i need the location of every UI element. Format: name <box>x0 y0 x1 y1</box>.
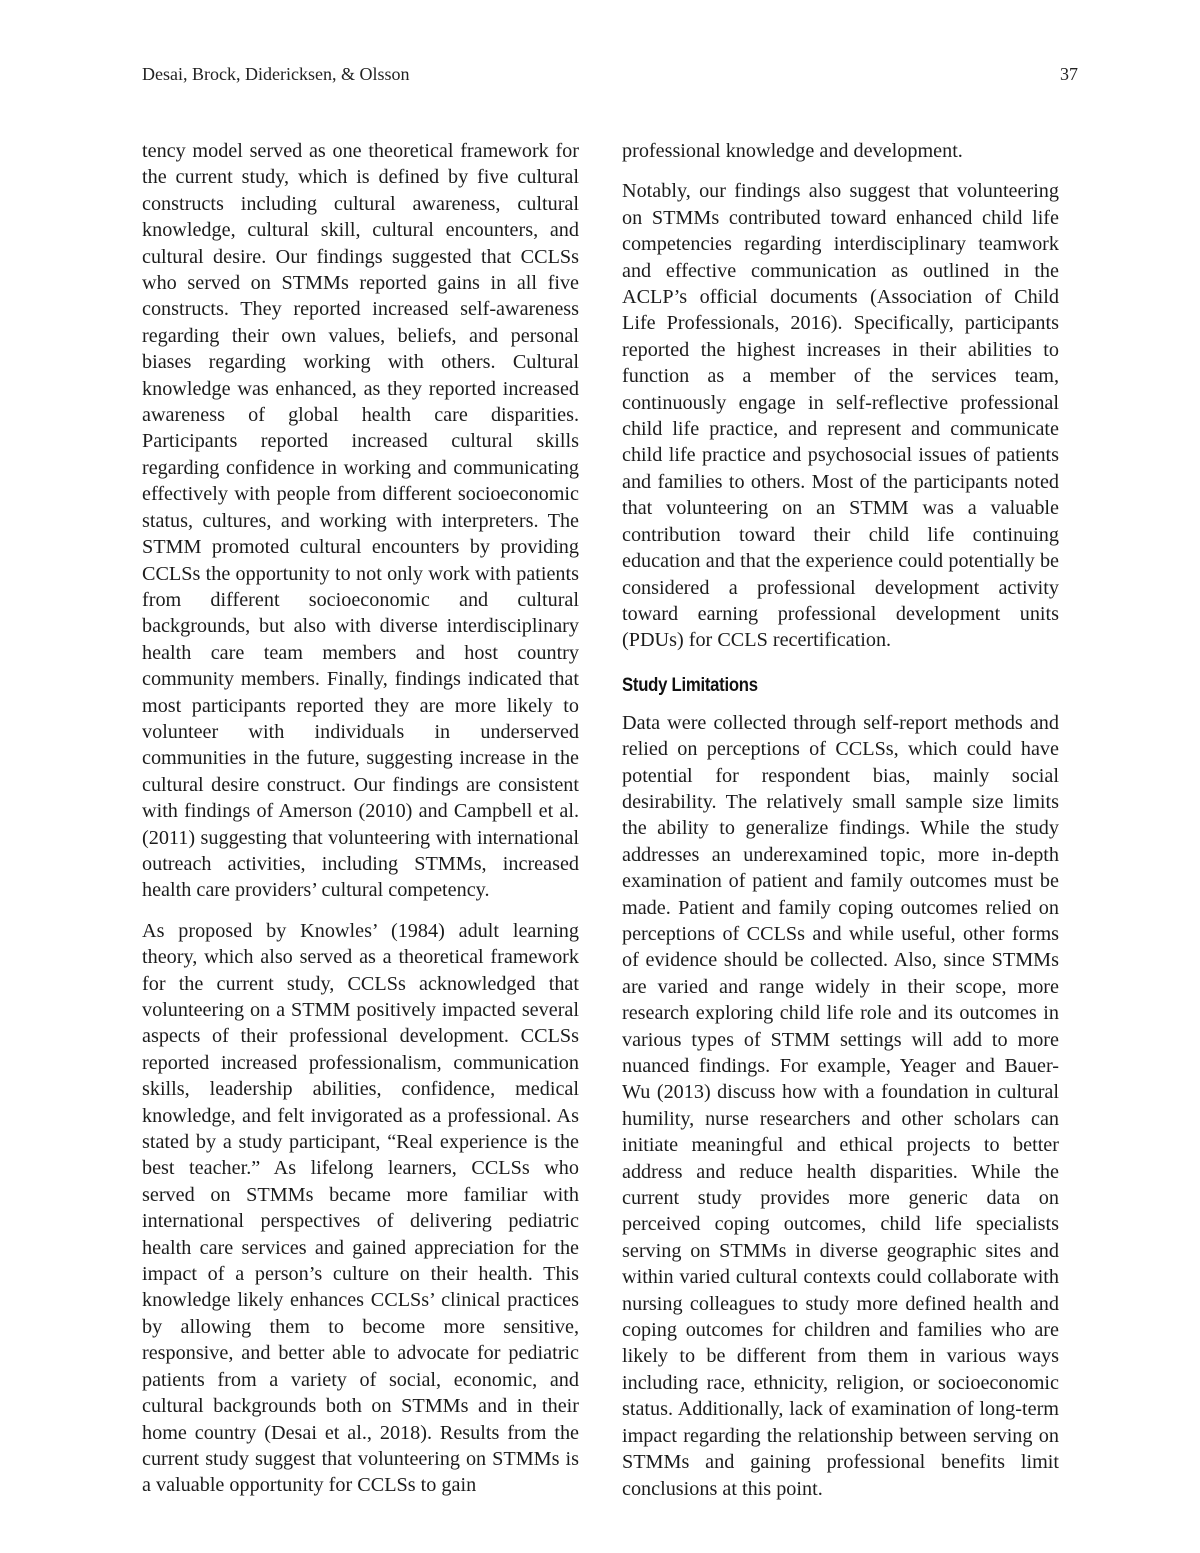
body-paragraph: As proposed by Knowles’ (1984) adult learning theory, which also served as a theoretical framework for the current study, CCLSs acknowledged that volunteering on a STMM positively impacted several aspects of their professional development. CCLSs reported increased professionalism, communication skills, leadership abilities, confidence, medical knowledge, and felt invigorated as a professional. As stated by a study participant, “Real experience is the best teacher.” As lifelong learners, CCLSs who served on STMMs became more familiar with international perspectives of delivering pediatric health care services and gained appreciation for the impact of a person’s culture on their health. This knowledge likely enhances CCLSs’ clinical practices by allowing them to become more sensitive, responsive, and better able to advocate for pediatric patients from a variety of social, economic, and cultural backgrounds both on STMMs and in their home country (Desai et al., 2018). Results from the current study suggest that volunteering on STMMs is a valuable opportunity for CCLSs to gain <box>142 919 579 1497</box>
section-heading: Study Limitations <box>622 674 758 696</box>
body-paragraph: Notably, our findings also suggest that volunteering on STMMs contributed toward enhanced child life competencies regarding interdisciplinary teamwork and effective communication as outlined in the ACLP’s official documents (Association of Child Life Professionals, 2016). Specifically, participants reported the highest increases in their abilities to function as a member of the services team, continuously engage in self-reflective professional child life practice, and represent and communicate child life practice and psychosocial issues of patients and families to others. Most of the participants noted that volunteering on an STMM was a valuable contribution toward their child life continuing education and that the experience could potentially be considered a professional development activity toward earning professional development units (PDUs) for CCLS recertification. <box>622 180 1059 652</box>
body-paragraph: tency model served as one theoretical framework for the current study, which is defined by five cultural constructs including cultural awareness, cultural knowledge, cultural skill, cultural encounters, and cultural desire. Our findings suggested that CCLSs who served on STMMs reported gains in all five constructs. They reported increased self-awareness regarding their own values, beliefs, and personal biases regarding working with others. Cultural knowledge was enhanced, as they reported increased awareness of global health care disparities. Participants reported increased cultural skills regarding confidence in working and communicating effectively with people from different socioeconomic status, cultures, and working with interpreters. The STMM promoted cultural encounters by providing CCLSs the opportunity to not only work with patients from different socioeconomic and cultural backgrounds, but also with diverse interdisciplinary health care team members and host country community members. Finally, findings indicated that most participants reported they are more likely to volunteer with individuals in underserved communities in the future, suggesting increase in the cultural desire construct. Our findings are consistent with findings of Amerson (2010) and Campbell et al. (2011) suggesting that volunteering with international outreach activities, including STMMs, increased health care providers’ cultural competency. <box>142 140 579 902</box>
body-paragraph: professional knowledge and development. <box>622 140 963 162</box>
left-column <box>142 138 579 1513</box>
header-authors: Desai, Brock, Didericksen, & Olsson <box>142 64 410 84</box>
body-paragraph: Data were collected through self-report methods and relied on perceptions of CCLSs, which could have potential for respondent bias, mainly social desirability. The relatively small sample size limits the ability to generalize findings. While the study addresses an underexamined topic, more in-depth examination of patient and family outcomes must be made. Patient and family coping outcomes relied on perceptions of CCLSs and while useful, other forms of evidence should be collected. Also, since STMMs are varied and range widely in their scope, more research exploring child life role and its outcomes in various types of STMM settings will add to more nuanced findings. For example, Yeager and Bauer-Wu (2013) discuss how with a foundation in cultural humility, nurse researchers and other scholars can initiate meaningful and ethical projects to better address and reduce health disparities. While the current study provides more generic data on perceived coping outcomes, child life specialists serving on STMMs in diverse geographic sites and within varied cultural contexts could collaborate with nursing colleagues to study more defined health and coping outcomes for children and families who are likely to be different from them in various ways including race, ethnicity, religion, or socioeconomic status. Additionally, lack of examination of long-term impact regarding the relationship between serving on STMMs and gaining professional benefits limit conclusions at this point. <box>622 711 1059 1500</box>
right-column <box>622 138 1059 1516</box>
page-number: 37 <box>1060 64 1078 84</box>
running-header <box>142 64 1078 88</box>
